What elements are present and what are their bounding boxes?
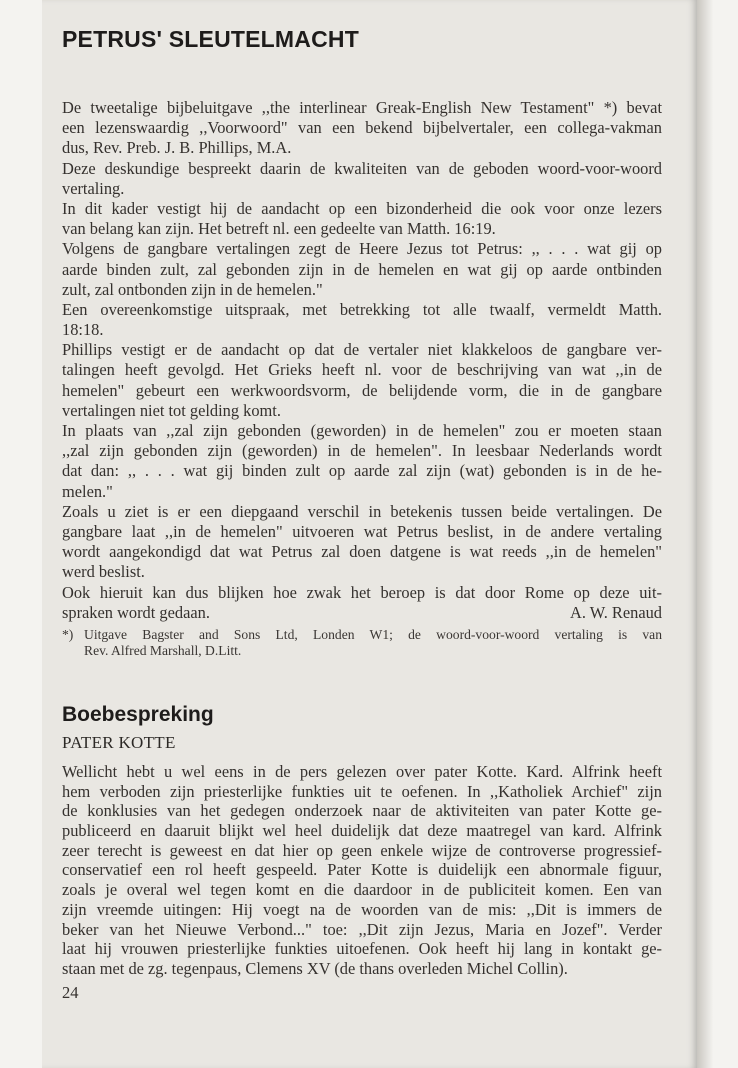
text-line: vertaling. — [62, 178, 125, 198]
text-line: gangbare laat ,,in de hemelen" uitvoeren wat Petrus beslist, in de andere vertaling — [62, 521, 662, 541]
text-line: werd beslist. — [62, 562, 145, 582]
footnote-line: Rev. Alfred Marshall, D.Litt. — [84, 643, 242, 658]
text-line: Een overeenkomstige uitspraak, met betrekking tot alle twaalf, vermeldt Matth. — [62, 299, 662, 319]
text-line: Volgens de gangbare vertalingen zegt de Heere Jezus tot Petrus: ,, . . . wat gij op — [62, 239, 662, 259]
review-body — [62, 762, 662, 979]
text-line: zult, zal ontbonden zijn in de hemelen." — [62, 279, 323, 299]
review-subheading: PATER KOTTE — [62, 733, 176, 752]
footnote — [62, 627, 662, 659]
text-line: van belang kan zijn. Het betreft nl. een gedeelte van Matth. 16:19. — [62, 219, 496, 239]
text-line: zoals je overal wel tegen komt en die daardoor in de publiciteit komen. Een van — [62, 880, 662, 900]
text-line: zeer terecht is geweest en dat hier op geen enkele wijze de controverse progressief- — [62, 840, 662, 860]
text-line: In plaats van ,,zal zijn gebonden (geworden) in de hemelen" zou er moeten staan — [62, 421, 662, 440]
text-line: een lezenswaardig ,,Voorwoord" van een bekend bijbelvertaler, een collega-vakman — [62, 118, 662, 138]
section-heading: Boebespreking — [62, 703, 214, 726]
text-line: ,,zal zijn gebonden zijn (geworden) in de hemelen". In leesbaar Nederlands wordt — [62, 441, 662, 461]
text-line: melen." — [62, 481, 113, 501]
text-line: talingen heeft gevolgd. Het Grieks heeft nl. voor de beschrijving van wat ,,in de — [62, 360, 662, 380]
text-line: wordt aangekondigd dat wat Petrus zal doen datgene is wat reeds ,,in de hemelen" — [62, 542, 662, 562]
signature-line — [62, 603, 662, 623]
article-body — [62, 98, 662, 623]
text-line: 18:18. — [62, 320, 104, 340]
text-line: dus, Rev. Preb. J. B. Phillips, M.A. — [62, 138, 292, 158]
text-line: Ook hieruit kan dus blijken hoe zwak het beroep is dat door Rome op deze uit- — [62, 582, 662, 602]
footnote-mark: *) — [62, 627, 74, 642]
page-number: 24 — [62, 983, 79, 1002]
page-edge — [697, 0, 738, 1068]
text-line: dat dan: ,, . . . wat gij binden zult op aarde zal zijn (wat) gebonden is in de he- — [62, 461, 662, 481]
article-title: PETRUS' SLEUTELMACHT — [62, 26, 359, 52]
text-line: hemelen" gebeurt een werkwoordsvorm, de belijdende vorm, die in de gangbare — [62, 380, 662, 400]
text-line: In dit kader vestigt hij de aandacht op een bizonderheid die ook voor onze lezers — [62, 198, 662, 218]
text-line: aarde binden zult, zal gebonden zijn in de hemelen en wat gij op aarde ontbinden — [62, 259, 662, 279]
text-line: staan met de zg. tegenpaus, Clemens XV (de thans overleden Michel Collin). — [62, 958, 568, 978]
text-line: de konklusies van het gedegen onderzoek naar de aktiviteiten van pater Kotte ge- — [62, 801, 662, 821]
text-line: Deze deskundige bespreekt daarin de kwaliteiten van de geboden woord-voor-woord — [62, 158, 662, 178]
text-line: vertalingen niet tot gelding komt. — [62, 400, 281, 420]
text-line: spraken wordt gedaan. — [62, 602, 210, 622]
footnote-line: Uitgave Bagster and Sons Ltd, Londen W1; de woord-voor-woord vertaling is van — [84, 627, 662, 642]
text-line: Wellicht hebt u wel eens in de pers gelezen over pater Kotte. Kard. Alfrink heeft — [62, 762, 662, 781]
text-line: De tweetalige bijbeluitgave ,,the interlinear Greak-English New Testament" *) bevat — [62, 98, 662, 117]
text-line: zijn vreemde uitingen: Hij voegt na de woorden van de mis: ,,Dit is immers de — [62, 899, 662, 919]
text-line: laat hij vrouwen priesterlijke funkties uitoefenen. Ook heeft hij lang in kontakt ge- — [62, 939, 662, 959]
text-line: Zoals u ziet is er een diepgaand verschil in betekenis tussen beide vertalingen. De — [62, 501, 662, 521]
author-name: A. W. Renaud — [570, 602, 662, 622]
text-line: hem verboden zijn priesterlijke funkties uit te oefenen. In ,,Katholiek Archief" zijn — [62, 781, 662, 801]
text-line: Phillips vestigt er de aandacht op dat de vertaler niet klakkeloos de gangbare ver- — [62, 340, 662, 360]
text-line: publiceerd en daaruit blijkt wel heel duidelijk dat deze maatregel van kard. Alfrink — [62, 821, 662, 841]
text-line: beker van het Nieuwe Verbond..." toe: ,,Dit zijn Jezus, Maria en Jozef". Verder — [62, 919, 662, 939]
text-line: conservatief een rol heeft gespeeld. Pater Kotte is duidelijk een abnormale figuur, — [62, 860, 662, 880]
